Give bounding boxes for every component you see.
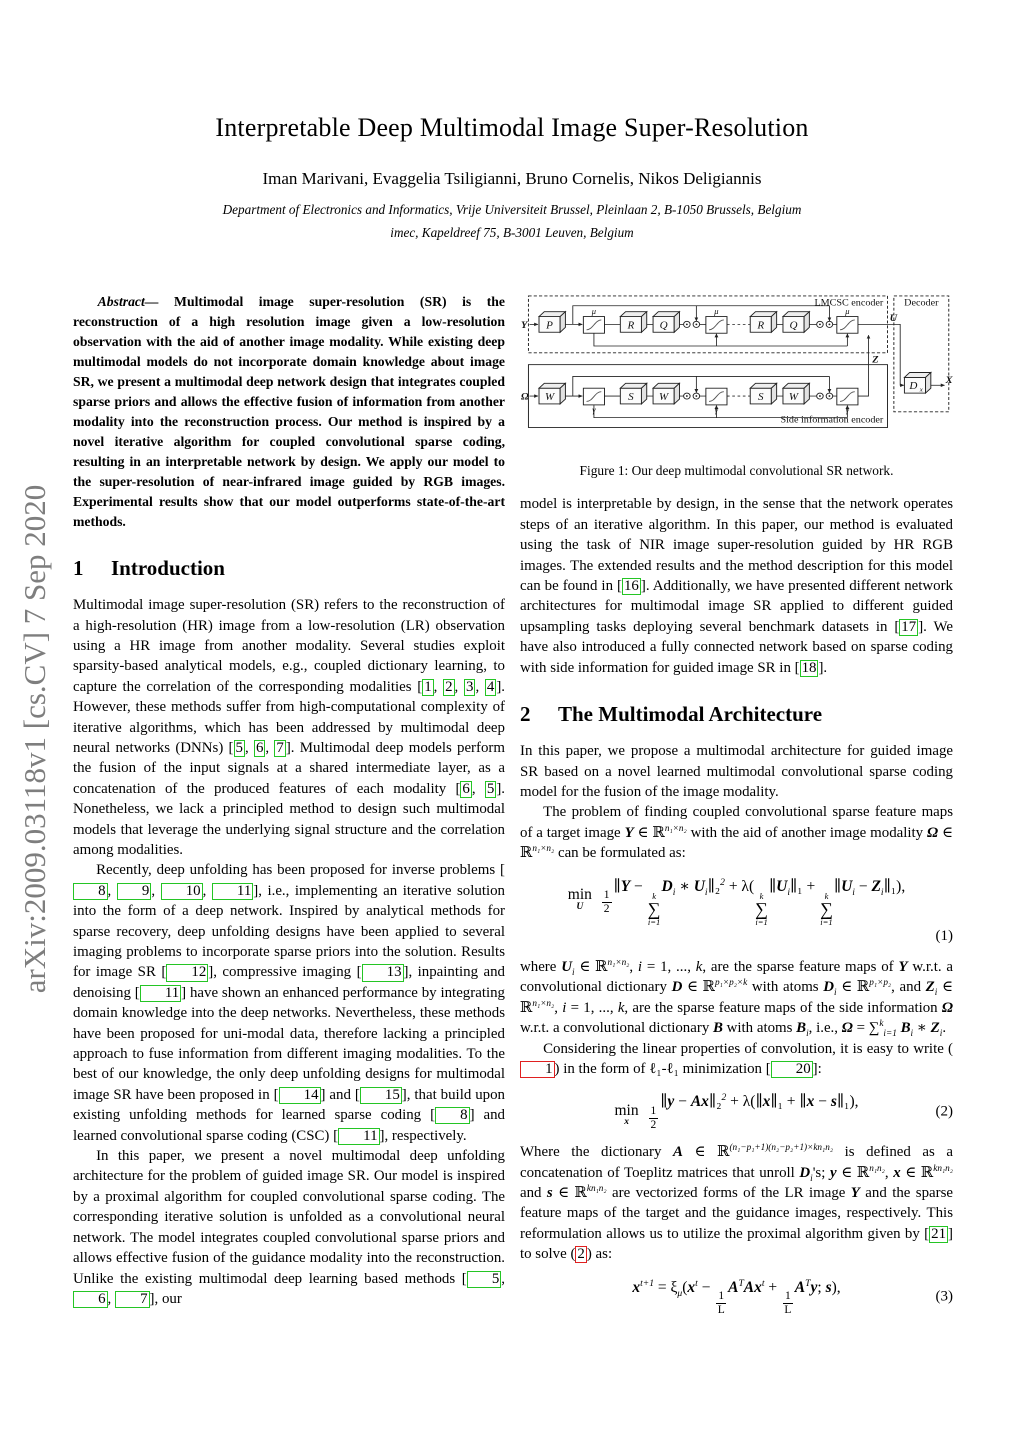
citation-link[interactable]: 9 — [117, 883, 152, 900]
side-info-encoder-label: Side information encoder — [780, 414, 884, 426]
equation-1-number: (1) — [935, 928, 953, 945]
citation-link[interactable]: 13 — [362, 964, 404, 981]
sr-network-diagram — [520, 292, 953, 453]
affiliation-line-1: Department of Electronics and Informatics, Vrije Universiteit Brussel, Pleinlaan 2, B-1050 Brussels, Belgium — [222, 202, 802, 217]
paragraph-sec2-4: Considering the linear properties of convolution, it is easy to write (1 ) in the form of ℓ₁-ℓ₁ minimization [ 20 ]: — [520, 1039, 953, 1080]
decoder-nodes — [904, 373, 952, 394]
citation-link[interactable]: 2 — [445, 678, 453, 695]
citation-link[interactable]: 18 — [801, 659, 817, 676]
citation-link[interactable]: 6 — [73, 1291, 108, 1308]
elementwise-sum-node — [826, 321, 833, 327]
conv-block-Dx — [904, 373, 930, 394]
equation-1-body: min U $\frac{1}{2}$ ∥Y − k ∑ i=1 $D_i$ ∗ $U_i\parallel_2^2 + \lambda$( k ∑ i=1 $\parallel U_i\parallel_1$ + k ∑ i=1 $\parallel U_i$ − $Z_i\parallel_1$), — [567, 876, 906, 927]
side-info-encoder-nodes — [521, 383, 858, 414]
svg-text:γ: γ — [592, 405, 596, 415]
decoder-label: Decoder — [904, 298, 939, 309]
svg-text:S: S — [758, 391, 764, 403]
citation-link[interactable]: 11 — [140, 985, 181, 1002]
citation-link[interactable]: 6 — [462, 780, 470, 797]
citation-link[interactable]: 5 — [235, 739, 243, 756]
paper-header — [0, 0, 1024, 241]
elementwise-sum-node — [826, 393, 833, 399]
figure-1-caption: Figure 1: Our deep multimodal convolutional SR network. — [579, 463, 894, 478]
figure-1 — [520, 292, 953, 480]
proximal-operator — [837, 388, 858, 405]
section-2-title: The Multimodal Architecture — [558, 702, 823, 727]
equation-ref-link[interactable]: 1 — [520, 1061, 555, 1078]
section-1-title: Introduction — [111, 556, 225, 580]
paragraph-intro-1: Multimodal image super-resolution (SR) refers to the reconstruction of a high-resolution (HR) image from a low-resolution (LR) observation using a HR image from another modality. Several studies exploit sparsity-based analytical models, e.g., coupled dictionary learning, to capture the correlation of the corresponding modalities [ 1 , 2 , 3 , 4 ]. However, these methods suffer from high-computational complexity of iterative algorithms, which has been addressed by multimodal deep neural networks (DNNs) [ 5 , 6 , 7 ]. Multimodal deep models perform the fusion of the input signals at a shared intermediate layer, as a concatenation of the produced features of each modality [ 6 , 5 ]. Nonetheless, we lack a principled method to design such multimodal models that leverage the underlying signal structure and the correlation among modalities. — [73, 597, 506, 858]
input-omega-label: Ω — [521, 391, 529, 403]
citation-link[interactable]: 10 — [161, 883, 203, 900]
svg-text:x: x — [919, 386, 923, 394]
affiliation-line-2: imec, Kapeldreef 75, B-3001 Leuven, Belgium — [390, 225, 634, 240]
citation-link[interactable]: 17 — [901, 618, 917, 635]
paragraph-rightcol-1: model is interpretable by design, in the sense that the network operates steps of an iterative algorithm. In this paper, our method is evaluated using the task of NIR image super-resolution guided by HR RGB images. The extended results and the method description for this model can be found in [ 16 ]. Additionally, we have presented different network architectures for multimodal image SR applied to different guided upsampling tasks deploying several benchmark datasets in [ 17 ]. We have also introduced a fully connected network based on sparse coding with side information for guided image SR in [ 18 ]. — [520, 496, 953, 676]
svg-text:P: P — [546, 319, 553, 332]
paragraph-sec2-3: where $U_i$ ∈ ℝ$^{n_1\times n_2}$, i = 1, ..., k, are the sparse feature maps of Y w.r.t. a convolutional dictionary D ∈ ℝ$^{p_1\times p_2\times k}$ with atoms $D_i$ ∈ ℝ$^{p_1\times p_2}$, and $Z_i$ ∈ ℝ$^{n_1\times n_2}$, i = 1, ..., k, are the sparse feature maps of the side information Ω w.r.t. a convolutional dictionary B with atoms $B_i$, i.e., Ω = ∑$^k_{i=1}$ $B_i$ ∗ $Z_i$. — [520, 956, 954, 1039]
svg-text:R: R — [627, 319, 635, 332]
paragraph-sec2-5: Where the dictionary A ∈ ℝ$^{(n_1-p_1+1)(n_2-p_2+1)\times kn_1n_2}$ is defined as a concatenation of Toeplitz matrices that unroll $D_i's$; y ∈ ℝ$^{n_1n_2}$, x ∈ ℝ$^{kn_1n_2}$ and s ∈ ℝ$^{kn_1n_2}$ are vectorized forms of the LR image Y and the sparse feature maps of the target and the guidance images, respectively. This reformulation allows us to utilize the proximal algorithm given by [ 21 ] to solve ( 2 ) as: — [520, 1142, 953, 1263]
elementwise-sum-node — [684, 393, 691, 399]
proximal-operator — [583, 317, 604, 334]
equation-2 — [520, 1092, 953, 1131]
abstract-paragraph: Abstract— Multimodal image super-resolution (SR) is the reconstruction of a high resolution image given a low-resolution observation with the aid of another image modality. While existing deep multimodal models do not incorporate domain knowledge about image SR, we present a multimodal deep network design that integrates coupled sparse priors and allows the effective fusion of information from another modality into the reconstruction process. Our method is inspired by a novel iterative algorithm for coupled convolutional sparse coding, resulting in an interpretable network by design. We apply our model to the super-resolution of near-infrared image guided by RGB images. Experimental results show that our model outperforms state-of-the-art methods. — [73, 294, 505, 529]
paragraph-sec2-1: In this paper, we propose a multimodal architecture for guided image SR based on a novel learned multimodal convolutional sparse coding model for the fusion of the image modality. — [520, 743, 953, 800]
proximal-operator — [583, 388, 604, 405]
svg-text:μ: μ — [591, 307, 597, 317]
elementwise-sum-node — [684, 321, 691, 327]
citation-link[interactable]: 11 — [212, 883, 253, 900]
proximal-operator — [837, 317, 858, 334]
equation-3-body: $x^{t+1} = \xi_\mu(x^t$ − $\frac{1}{L}$ $A^TAx^t$ + $\frac{1}{L}$ $A^Ty$; s), — [632, 1277, 841, 1317]
citation-link[interactable]: 15 — [360, 1087, 402, 1104]
svg-text:W: W — [659, 391, 669, 403]
section-1-number: 1 — [73, 556, 84, 580]
citation-link[interactable]: 8 — [73, 883, 108, 900]
svg-text:γ: γ — [845, 405, 850, 415]
proximal-operator — [706, 317, 727, 334]
svg-text:W: W — [788, 391, 799, 403]
citation-link[interactable]: 6 — [255, 739, 264, 756]
lmcsc-encoder-nodes — [521, 307, 898, 365]
citation-link[interactable]: 7 — [276, 739, 284, 756]
section-2-number: 2 — [520, 702, 531, 727]
left-column — [73, 292, 505, 1309]
citation-link[interactable]: 21 — [931, 1225, 947, 1242]
output-x-label: X — [945, 375, 953, 386]
citation-link[interactable]: 1 — [424, 678, 432, 695]
citation-link[interactable]: 8 — [435, 1107, 470, 1124]
citation-link[interactable]: 5 — [486, 780, 495, 797]
svg-text:R: R — [757, 319, 765, 332]
citation-link[interactable]: 11 — [338, 1128, 379, 1145]
elementwise-sum-node — [693, 393, 700, 399]
proximal-operator — [706, 388, 727, 405]
elementwise-sum-node — [817, 321, 824, 327]
elementwise-sum-node — [817, 393, 824, 399]
svg-text:μ: μ — [845, 307, 850, 317]
latent-u-label: U — [889, 313, 898, 324]
svg-text:μ: μ — [714, 307, 719, 317]
citation-link[interactable]: 14 — [279, 1087, 321, 1104]
equation-ref-link[interactable]: 2 — [577, 1246, 585, 1263]
citation-link[interactable]: 4 — [486, 678, 495, 695]
svg-text:Q: Q — [789, 319, 798, 332]
input-y-label: Y — [521, 320, 528, 331]
elementwise-sum-node — [693, 321, 700, 327]
citation-link[interactable]: 16 — [623, 577, 639, 594]
equation-1 — [520, 877, 953, 946]
paragraph-sec2-2: The problem of finding coupled convolutional sparse feature maps of a target image Y ∈ ℝ$^{n_1\times n_2}$ with the aid of another image modality Ω ∈ ℝ$^{n_1\times n_2}$ can be formulated as: — [520, 804, 954, 862]
svg-text:Q: Q — [659, 319, 668, 332]
decoder-box — [894, 296, 949, 412]
authors-line: Iman Marivani, Evaggelia Tsiligianni, Bruno Cornelis, Nikos Deligiannis — [262, 169, 762, 188]
paper-title: Interpretable Deep Multimodal Image Super-Resolution — [215, 113, 809, 142]
paragraph-intro-3: In this paper, we present a novel multimodal deep unfolding architecture for the problem of guided image SR. Our model is inspired by a proximal algorithm for coupled convolutional sparse coding. The corresponding iterative solution is unfolded as a convolutional neural network. The model integrates coupled convolutional sparse priors and allows effective fusion of the guidance modality into the reconstruction. Unlike the existing multimodal deep learning based methods [ 5 , 6 , 7 ], our — [73, 1148, 505, 1307]
latent-z-label: Z — [872, 354, 879, 366]
citation-link[interactable]: 7 — [115, 1291, 150, 1308]
citation-link[interactable]: 3 — [465, 678, 474, 695]
section-2-heading — [520, 703, 953, 726]
lmcsc-encoder-label: LMCSC encoder — [814, 298, 884, 309]
arxiv-watermark: arXiv:2009.03118v1 [cs.CV] 7 Sep 2020 — [17, 484, 52, 994]
citation-link[interactable]: 20 — [771, 1061, 813, 1078]
svg-text:W: W — [544, 391, 555, 403]
citation-link[interactable]: 5 — [467, 1271, 502, 1288]
equation-2-body: min x $\frac{1}{2}$ ∥y − Ax∥₂$^2$ + λ(∥x∥₁ + ∥x − s∥₁), — [614, 1092, 859, 1132]
svg-text:S: S — [628, 391, 634, 403]
equation-3-number: (3) — [935, 1288, 953, 1305]
citation-link[interactable]: 12 — [166, 964, 208, 981]
equation-3 — [520, 1278, 953, 1317]
svg-text:D: D — [909, 380, 918, 393]
section-1-heading — [73, 557, 505, 580]
right-column — [520, 292, 953, 1328]
equation-2-number: (2) — [935, 1103, 953, 1120]
paragraph-intro-2: Recently, deep unfolding has been proposed for inverse problems [8 , 9 , 10 , 11 ], i.e., implementing an iterative solution into the form of a deep network. Inspired by analytical methods for sparse recovery, deep unfolding designs have been applied to several imaging problems to incorporate sparse priors into the solution. Results for image SR [ 12 ], compressive imaging [ 13 ], inpainting and denoising [ 11 ] have shown an enhanced performance by integrating domain knowledge into the deep networks. Nevertheless, these methods have been proposed for uni-modal data, therefore lacking a principled approach to fuse information from different imaging modalities. To the best of our knowledge, the only deep unfolding designs for multimodal image SR have been proposed in [ 14 ] and [ 15 ], that build upon existing unfolding methods for learned sparse coding [ 8 ] and learned convolutional sparse coding (CSC) [ 11 ], respectively. — [73, 862, 506, 1144]
svg-text:γ: γ — [714, 405, 719, 415]
